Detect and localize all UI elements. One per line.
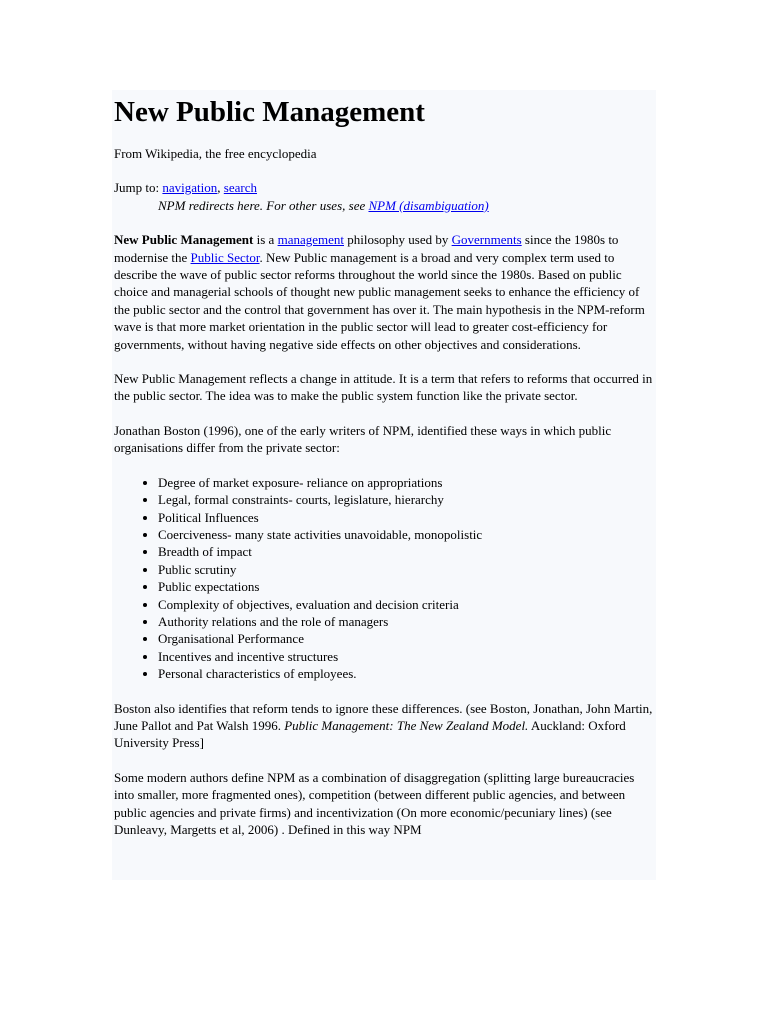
intro-text-3: since the 1980s to modernise the <box>114 232 619 265</box>
intro-paragraph <box>114 231 656 353</box>
list-item: • Public scrutiny <box>158 561 656 578</box>
list-item: • Breadth of impact <box>158 543 656 560</box>
list-item: • Degree of market exposure- reliance on appropriations <box>158 474 656 491</box>
hatnote-text: NPM redirects here. For other uses, see <box>158 197 369 213</box>
npm-disambiguation-link[interactable]: NPM (disambiguation) <box>368 197 489 213</box>
article-content <box>114 90 656 838</box>
intro-text-4: . New Public management is a broad and very complex term used to describe the wave of public sector reforms throughout the world since the 1980s. Based on public choice and managerial schools of thought new public management seeks to enhance the efficiency of the public sector and the control that government has over it. The main hypothesis in the NPM-reform wave is that more market orientation in the public sector will lead to greater cost-efficiency for governments, without having negative side effects on other objectives and considerations. <box>114 249 645 352</box>
article-tagline: From Wikipedia, the free encyclopedia <box>114 146 317 161</box>
intro-text-2: philosophy used by <box>344 232 452 248</box>
navigation-link[interactable]: navigation <box>162 180 218 196</box>
differences-list <box>114 474 656 683</box>
list-item: • Complexity of objectives, evaluation and decision criteria <box>158 596 656 613</box>
jump-to-label: Jump to: <box>114 180 163 196</box>
public-sector-link[interactable]: Public Sector <box>190 249 260 265</box>
intro-text-1: is a <box>253 232 278 248</box>
list-item: • Public expectations <box>158 578 656 595</box>
list-item: • Political Influences <box>158 509 656 526</box>
document-page <box>112 90 656 880</box>
list-item: • Organisational Performance <box>158 630 656 647</box>
management-link[interactable]: management <box>277 232 344 248</box>
intro-bold-term: New Public Management <box>114 232 254 248</box>
list-item: • Incentives and incentive structures <box>158 648 656 665</box>
list-item: • Personal characteristics of employees. <box>158 665 656 682</box>
jump-separator: , <box>217 180 224 196</box>
list-item: • Coerciveness- many state activities unavoidable, monopolistic <box>158 526 656 543</box>
reform-paragraph <box>114 700 656 752</box>
list-item: • Authority relations and the role of managers <box>158 613 656 630</box>
list-item: • Legal, formal constraints- courts, legislature, hierarchy <box>158 491 656 508</box>
governments-link[interactable]: Governments <box>451 232 522 248</box>
attitude-paragraph: New Public Management reflects a change in attitude. It is a term that refers to reforms that occurred in the public sector. The idea was to make the public system function like the private sector. <box>114 371 653 404</box>
reform-text-1: Boston also identifies that reform tends to ignore these differences. (see Boston, Jonathan, John Martin, June Pallot and Pat Walsh 1996. <box>114 700 653 733</box>
boston-paragraph: Jonathan Boston (1996), one of the early writers of NPM, identified these ways in which public organisations differ from the private sector: <box>114 422 612 456</box>
hatnote <box>158 197 656 214</box>
reform-text-2: Auckland: Oxford University Press] <box>114 717 626 751</box>
book-title: Public Management: The New Zealand Model. <box>284 717 529 733</box>
jump-to-line <box>114 179 656 196</box>
article-title: New Public Management <box>114 96 425 128</box>
modern-authors-paragraph: Some modern authors define NPM as a combination of disaggregation (splitting large bureaucracies into smaller, more fragmented ones), competition (between different public agencies, and between public agencies and private firms) and incentivization (On more economic/pecuniary lines) (see Dunleavy, Margetts et al, 2006) . Defined in this way NPM <box>114 769 635 837</box>
search-link[interactable]: search <box>223 180 257 196</box>
